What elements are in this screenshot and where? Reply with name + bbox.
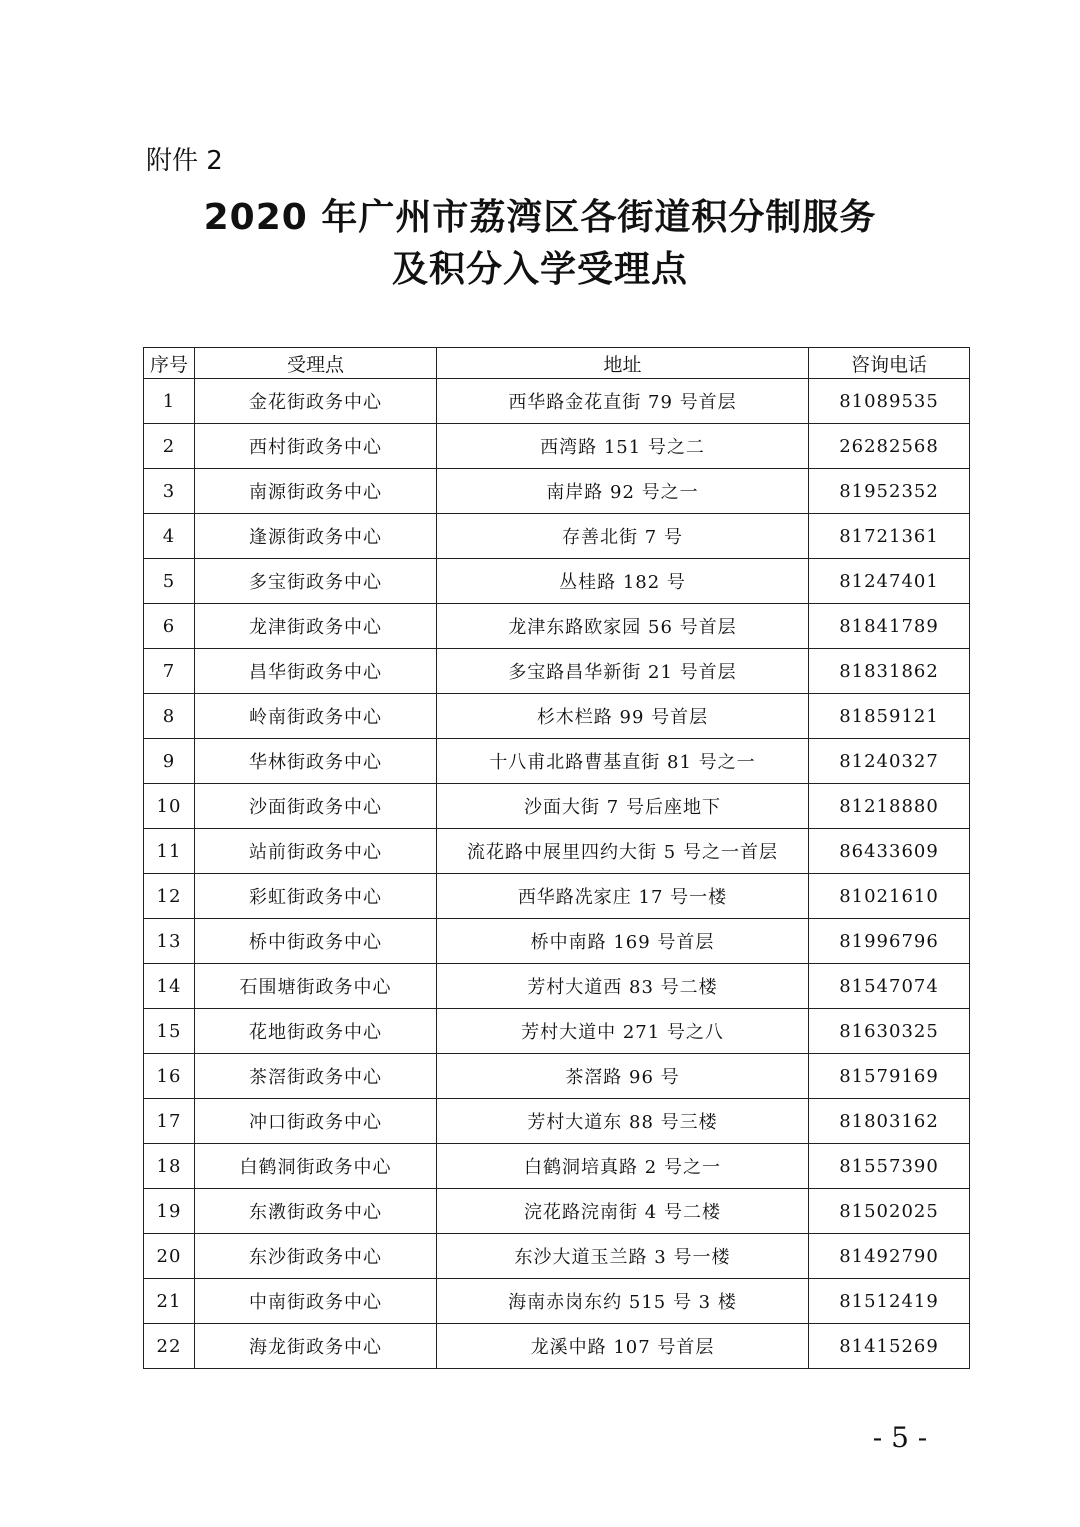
row-number-cell: 5 (144, 559, 195, 604)
table-row (144, 1054, 970, 1099)
table-row (144, 379, 970, 424)
office-name-cell: 花地街政务中心 (195, 1009, 437, 1054)
row-number-cell: 17 (144, 1099, 195, 1144)
table-header-row (144, 348, 970, 379)
phone-cell: 81502025 (809, 1189, 970, 1234)
acceptance-points-table (143, 347, 970, 1369)
address-cell: 海南赤岗东约 515 号 3 楼 (437, 1279, 809, 1324)
office-name-cell: 南源街政务中心 (195, 469, 437, 514)
office-name-cell: 桥中街政务中心 (195, 919, 437, 964)
office-name-cell: 中南街政务中心 (195, 1279, 437, 1324)
table-row (144, 739, 970, 784)
address-cell: 南岸路 92 号之一 (437, 469, 809, 514)
office-name-cell: 东沙街政务中心 (195, 1234, 437, 1279)
phone-cell: 81240327 (809, 739, 970, 784)
row-number-cell: 1 (144, 379, 195, 424)
table-row (144, 1144, 970, 1189)
column-header-phone: 咨询电话 (809, 348, 970, 379)
row-number-cell: 18 (144, 1144, 195, 1189)
row-number-cell: 4 (144, 514, 195, 559)
row-number-cell: 21 (144, 1279, 195, 1324)
address-cell: 杉木栏路 99 号首层 (437, 694, 809, 739)
phone-cell: 26282568 (809, 424, 970, 469)
table-row (144, 784, 970, 829)
phone-cell: 81557390 (809, 1144, 970, 1189)
address-cell: 芳村大道中 271 号之八 (437, 1009, 809, 1054)
office-name-cell: 白鹤洞街政务中心 (195, 1144, 437, 1189)
address-cell: 东沙大道玉兰路 3 号一楼 (437, 1234, 809, 1279)
row-number-cell: 2 (144, 424, 195, 469)
address-cell: 西华路冼家庄 17 号一楼 (437, 874, 809, 919)
page-number: - 5 - (872, 1421, 928, 1454)
attachment-label: 附件 2 (146, 146, 223, 176)
address-cell: 流花路中展里四约大街 5 号之一首层 (437, 829, 809, 874)
table-row (144, 874, 970, 919)
address-cell: 丛桂路 182 号 (437, 559, 809, 604)
column-header-office: 受理点 (195, 348, 437, 379)
row-number-cell: 20 (144, 1234, 195, 1279)
table-row (144, 1324, 970, 1369)
row-number-cell: 9 (144, 739, 195, 784)
office-name-cell: 逢源街政务中心 (195, 514, 437, 559)
office-name-cell: 海龙街政务中心 (195, 1324, 437, 1369)
table-row (144, 1234, 970, 1279)
table-row (144, 1279, 970, 1324)
phone-cell: 81492790 (809, 1234, 970, 1279)
office-name-cell: 昌华街政务中心 (195, 649, 437, 694)
table-row (144, 919, 970, 964)
office-name-cell: 茶滘街政务中心 (195, 1054, 437, 1099)
phone-cell: 81803162 (809, 1099, 970, 1144)
office-name-cell: 沙面街政务中心 (195, 784, 437, 829)
column-header-address: 地址 (437, 348, 809, 379)
phone-cell: 81547074 (809, 964, 970, 1009)
table-row (144, 964, 970, 1009)
table-body (144, 379, 970, 1369)
address-cell: 多宝路昌华新街 21 号首层 (437, 649, 809, 694)
office-name-cell: 东漖街政务中心 (195, 1189, 437, 1234)
phone-cell: 81247401 (809, 559, 970, 604)
address-cell: 西华路金花直街 79 号首层 (437, 379, 809, 424)
address-cell: 十八甫北路曹基直街 81 号之一 (437, 739, 809, 784)
table-row (144, 649, 970, 694)
row-number-cell: 7 (144, 649, 195, 694)
phone-cell: 81415269 (809, 1324, 970, 1369)
address-cell: 西湾路 151 号之二 (437, 424, 809, 469)
row-number-cell: 16 (144, 1054, 195, 1099)
address-cell: 沙面大街 7 号后座地下 (437, 784, 809, 829)
row-number-cell: 13 (144, 919, 195, 964)
phone-cell: 81859121 (809, 694, 970, 739)
table-row (144, 559, 970, 604)
row-number-cell: 12 (144, 874, 195, 919)
address-cell: 桥中南路 169 号首层 (437, 919, 809, 964)
office-name-cell: 站前街政务中心 (195, 829, 437, 874)
document-title-line-1: 2020 年广州市荔湾区各街道积分制服务 (203, 197, 877, 238)
table-row (144, 1009, 970, 1054)
phone-cell: 81579169 (809, 1054, 970, 1099)
office-name-cell: 冲口街政务中心 (195, 1099, 437, 1144)
phone-cell: 81630325 (809, 1009, 970, 1054)
office-name-cell: 多宝街政务中心 (195, 559, 437, 604)
row-number-cell: 14 (144, 964, 195, 1009)
table-row (144, 694, 970, 739)
office-name-cell: 龙津街政务中心 (195, 604, 437, 649)
document-title-line-2: 及积分入学受理点 (391, 249, 688, 290)
phone-cell: 81996796 (809, 919, 970, 964)
office-name-cell: 岭南街政务中心 (195, 694, 437, 739)
phone-cell: 81089535 (809, 379, 970, 424)
column-header-number: 序号 (144, 348, 195, 379)
row-number-cell: 10 (144, 784, 195, 829)
phone-cell: 81952352 (809, 469, 970, 514)
address-cell: 龙津东路欧家园 56 号首层 (437, 604, 809, 649)
table-row (144, 1099, 970, 1144)
phone-cell: 81218880 (809, 784, 970, 829)
office-name-cell: 西村街政务中心 (195, 424, 437, 469)
row-number-cell: 11 (144, 829, 195, 874)
table-row (144, 829, 970, 874)
address-cell: 浣花路浣南街 4 号二楼 (437, 1189, 809, 1234)
phone-cell: 81841789 (809, 604, 970, 649)
address-cell: 龙溪中路 107 号首层 (437, 1324, 809, 1369)
row-number-cell: 22 (144, 1324, 195, 1369)
address-cell: 芳村大道西 83 号二楼 (437, 964, 809, 1009)
row-number-cell: 8 (144, 694, 195, 739)
phone-cell: 86433609 (809, 829, 970, 874)
address-cell: 白鹤洞培真路 2 号之一 (437, 1144, 809, 1189)
row-number-cell: 3 (144, 469, 195, 514)
address-cell: 茶滘路 96 号 (437, 1054, 809, 1099)
office-name-cell: 金花街政务中心 (195, 379, 437, 424)
row-number-cell: 6 (144, 604, 195, 649)
table-row (144, 604, 970, 649)
row-number-cell: 19 (144, 1189, 195, 1234)
phone-cell: 81721361 (809, 514, 970, 559)
phone-cell: 81831862 (809, 649, 970, 694)
address-cell: 芳村大道东 88 号三楼 (437, 1099, 809, 1144)
office-name-cell: 彩虹街政务中心 (195, 874, 437, 919)
table-row (144, 1189, 970, 1234)
address-cell: 存善北街 7 号 (437, 514, 809, 559)
table-row (144, 469, 970, 514)
phone-cell: 81512419 (809, 1279, 970, 1324)
table-row (144, 514, 970, 559)
row-number-cell: 15 (144, 1009, 195, 1054)
office-name-cell: 华林街政务中心 (195, 739, 437, 784)
phone-cell: 81021610 (809, 874, 970, 919)
table-row (144, 424, 970, 469)
office-name-cell: 石围塘街政务中心 (195, 964, 437, 1009)
